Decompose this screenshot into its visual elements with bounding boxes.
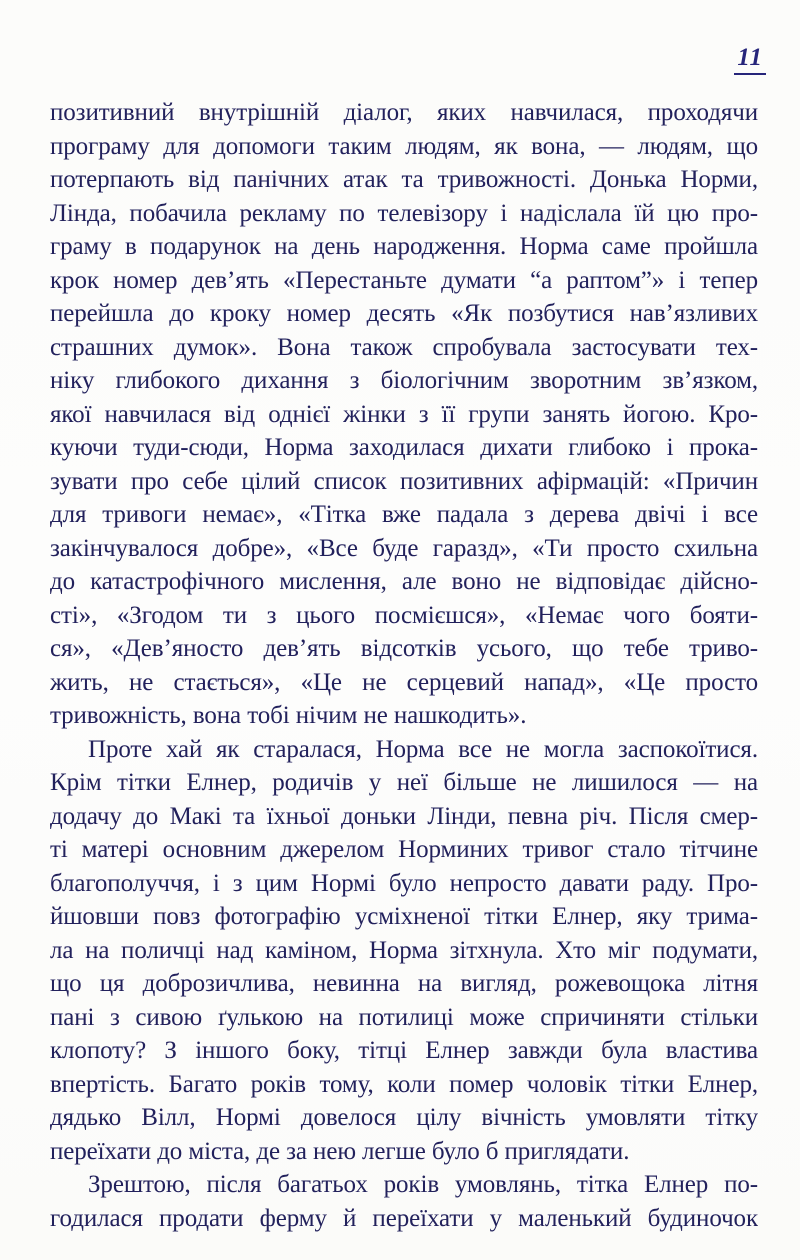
text-line: переїхати до міста, де за нею легше було б приглядати. bbox=[50, 1137, 630, 1165]
paragraph bbox=[50, 96, 758, 733]
text-line: позитивний внутрішній діалог, яких навчилася, проходячи bbox=[50, 99, 758, 126]
text-line: зувати про себе цілий список позитивних афірмацій: «Причин bbox=[50, 467, 758, 495]
text-line: впертість. Багато років тому, коли помер чоловік тітки Елнер, bbox=[50, 1070, 758, 1098]
text-line: сті», «Згодом ти з цього посмієшся», «Немає чого бояти- bbox=[50, 601, 758, 629]
text-line: додачу до Макі та їхньої доньки Лінди, певна річ. Після смер- bbox=[50, 802, 758, 830]
text-line: граму в подарунок на день народження. Норма саме пройшла bbox=[50, 233, 758, 260]
text-line: ті матері основним джерелом Норминих тривог стало тітчине bbox=[50, 836, 758, 863]
paragraph bbox=[50, 1168, 758, 1235]
text-line: якої навчилася від однієї жінки з її групи занять йогою. Кро- bbox=[50, 400, 758, 428]
text-line: ся», «Дев’яносто дев’ять відсотків усього, що тебе триво- bbox=[50, 635, 758, 662]
text-line: Лінда, побачила рекламу по телевізору і надіслала їй цю про- bbox=[50, 199, 758, 227]
text-line: годилася продати ферму й переїхати у маленький будиночок bbox=[50, 1204, 758, 1232]
page-number: 11 bbox=[734, 44, 766, 75]
text-line: що ця доброзичлива, невинна на вигляд, рожевощока літня bbox=[50, 970, 758, 997]
text-line: програму для допомоги таким людям, як вона, — людям, що bbox=[50, 132, 758, 160]
text-line: для тривоги немає», «Тітка вже падала з дерева двічі і все bbox=[50, 501, 758, 528]
text-line: жить, не стається», «Це не серцевий напад», «Це просто bbox=[50, 668, 758, 696]
text-line: йшовши повз фотографію усміхненої тітки Елнер, яку трима- bbox=[50, 903, 758, 930]
text-line: потерпають від панічних атак та тривожності. Донька Норми, bbox=[50, 166, 758, 193]
text-line: клопоту? З іншого боку, тітці Елнер завжди була властива bbox=[50, 1037, 758, 1064]
text-line: перейшла до кроку номер десять «Як позбутися нав’язливих bbox=[50, 300, 758, 327]
paragraph bbox=[50, 733, 758, 1169]
text-line: тривожність, вона тобі нічим не нашкодить». bbox=[50, 702, 527, 729]
text-line: закінчувалося добре», «Все буде гаразд», «Ти просто схильна bbox=[50, 534, 758, 562]
text-line: куючи туди-сюди, Норма заходилася дихати глибоко і прока- bbox=[50, 434, 758, 461]
text-line: Крім тітки Елнер, родичів у неї більше не лишилося — на bbox=[50, 769, 758, 796]
text-line: страшних думок». Вона також спробувала застосувати тех- bbox=[50, 333, 758, 361]
text-line: пані з сивою ґулькою на потилиці може спричиняти стільки bbox=[50, 1003, 758, 1031]
page-text bbox=[50, 96, 758, 1235]
text-line: ла на поличці над каміном, Норма зітхнула. Хто міг подумати, bbox=[50, 936, 758, 964]
text-line: ніку глибокого дихання з біологічним зворотним зв’язком, bbox=[50, 367, 758, 394]
text-line: крок номер дев’ять «Перестаньте думати “а раптом”» і тепер bbox=[50, 266, 758, 294]
text-line: Зрештою, після багатьох років умовлянь, тітка Елнер по- bbox=[88, 1171, 758, 1198]
text-line: дядько Вілл, Нормі довелося цілу вічність умовляти тітку bbox=[50, 1104, 758, 1131]
text-line: до катастрофічного мислення, але воно не відповідає дійсно- bbox=[50, 568, 758, 595]
text-line: Проте хай як старалася, Норма все не могла заспокоїтися. bbox=[88, 735, 758, 763]
text-line: благополуччя, і з цим Нормі було непросто давати раду. Про- bbox=[50, 869, 758, 897]
